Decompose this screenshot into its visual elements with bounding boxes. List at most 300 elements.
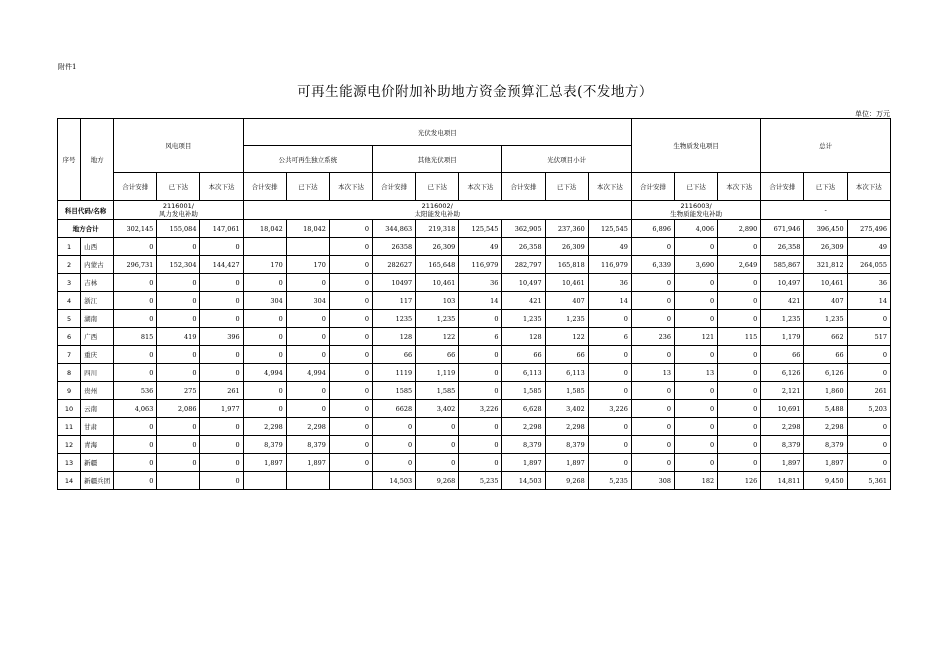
table-cell: 3,402 — [416, 400, 459, 418]
total-cell: 396,450 — [804, 220, 847, 238]
table-cell: 0 — [200, 310, 243, 328]
table-cell: 419 — [157, 328, 200, 346]
table-cell: 0 — [114, 274, 157, 292]
unit-label: 单位：万元 — [855, 110, 890, 118]
table-cell — [243, 472, 286, 490]
table-cell: 10,691 — [761, 400, 804, 418]
row-region: 青海 — [81, 436, 114, 454]
total-cell: 302,145 — [114, 220, 157, 238]
table-cell: 0 — [329, 274, 372, 292]
table-cell: 170 — [243, 256, 286, 274]
table-cell: 14 — [459, 292, 502, 310]
table-cell: 3,402 — [545, 400, 588, 418]
table-cell: 0 — [675, 454, 718, 472]
table-cell: 0 — [416, 454, 459, 472]
table-cell: 0 — [329, 346, 372, 364]
total-row — [58, 220, 891, 238]
row-region: 山西 — [81, 238, 114, 256]
page-title: 可再生能源电价附加补助地方资金预算汇总表(不发地方） — [297, 84, 653, 100]
table-cell: 3,226 — [588, 400, 631, 418]
table-cell: 182 — [675, 472, 718, 490]
table-cell: 6628 — [373, 400, 416, 418]
row-number: 14 — [58, 472, 81, 490]
table-cell: 117 — [373, 292, 416, 310]
table-cell: 0 — [373, 418, 416, 436]
row-region: 云南 — [81, 400, 114, 418]
subheader-plan: 合计安排 — [502, 173, 545, 201]
table-row — [58, 238, 891, 256]
table-cell: 1,235 — [502, 310, 545, 328]
row-number: 9 — [58, 382, 81, 400]
table-cell: 0 — [329, 436, 372, 454]
header-region: 地方 — [81, 119, 114, 201]
table-cell: 0 — [847, 346, 890, 364]
table-cell: 14 — [847, 292, 890, 310]
table-cell: 2,298 — [243, 418, 286, 436]
total-cell: 671,946 — [761, 220, 804, 238]
table-cell: 1,585 — [545, 382, 588, 400]
table-cell: 49 — [459, 238, 502, 256]
table-cell: 5,361 — [847, 472, 890, 490]
table-cell: 1,585 — [502, 382, 545, 400]
table-cell: 0 — [416, 418, 459, 436]
table-cell: 264,055 — [847, 256, 890, 274]
table-cell: 6,339 — [631, 256, 674, 274]
budget-table — [57, 118, 891, 490]
table-cell: 66 — [804, 346, 847, 364]
total-cell: 362,905 — [502, 220, 545, 238]
table-cell: 0 — [114, 364, 157, 382]
table-row — [58, 346, 891, 364]
table-cell: 0 — [718, 346, 761, 364]
table-cell: 0 — [114, 310, 157, 328]
table-cell: 0 — [157, 310, 200, 328]
table-cell: 0 — [631, 382, 674, 400]
table-cell: 0 — [416, 436, 459, 454]
row-number: 12 — [58, 436, 81, 454]
table-cell: 282627 — [373, 256, 416, 274]
table-cell: 0 — [847, 310, 890, 328]
table-cell: 0 — [718, 400, 761, 418]
table-cell: 0 — [114, 436, 157, 454]
table-cell: 0 — [200, 274, 243, 292]
table-cell: 0 — [459, 436, 502, 454]
table-row — [58, 454, 891, 472]
table-cell: 8,379 — [243, 436, 286, 454]
table-cell: 0 — [329, 292, 372, 310]
table-cell: 261 — [200, 382, 243, 400]
table-cell: 6,126 — [804, 364, 847, 382]
table-cell: 2,649 — [718, 256, 761, 274]
header-pv-other: 其他光伏项目 — [373, 146, 502, 173]
table-cell: 66 — [761, 346, 804, 364]
row-number: 10 — [58, 400, 81, 418]
table-cell: 0 — [329, 418, 372, 436]
table-cell: 0 — [114, 472, 157, 490]
table-cell: 13 — [675, 364, 718, 382]
table-cell: 26358 — [373, 238, 416, 256]
row-number: 11 — [58, 418, 81, 436]
table-cell: 103 — [416, 292, 459, 310]
table-cell: 36 — [847, 274, 890, 292]
subheader-issued: 已下达 — [286, 173, 329, 201]
table-cell: 5,235 — [588, 472, 631, 490]
table-cell: 0 — [114, 238, 157, 256]
table-cell: 10,497 — [502, 274, 545, 292]
table-cell: 0 — [631, 400, 674, 418]
table-cell: 8,379 — [502, 436, 545, 454]
table-cell: 0 — [631, 418, 674, 436]
table-cell: 1,235 — [804, 310, 847, 328]
table-cell: 9,268 — [416, 472, 459, 490]
table-cell: 815 — [114, 328, 157, 346]
table-cell: 3,226 — [459, 400, 502, 418]
row-region: 贵州 — [81, 382, 114, 400]
table-cell: 4,994 — [286, 364, 329, 382]
table-cell: 0 — [588, 310, 631, 328]
table-row — [58, 328, 891, 346]
total-cell: 147,061 — [200, 220, 243, 238]
table-cell: 0 — [459, 346, 502, 364]
table-cell: 0 — [286, 346, 329, 364]
table-cell: 0 — [114, 346, 157, 364]
table-cell: 0 — [718, 454, 761, 472]
row-number: 6 — [58, 328, 81, 346]
table-cell: 0 — [631, 454, 674, 472]
table-cell: 2,298 — [286, 418, 329, 436]
table-row — [58, 274, 891, 292]
total-row-label: 地方合计 — [58, 220, 114, 238]
table-cell: 14,811 — [761, 472, 804, 490]
table-cell: 8,379 — [545, 436, 588, 454]
table-cell: 5,203 — [847, 400, 890, 418]
table-cell: 2,086 — [157, 400, 200, 418]
table-cell: 407 — [545, 292, 588, 310]
total-cell: 125,545 — [588, 220, 631, 238]
row-number: 5 — [58, 310, 81, 328]
total-cell: 125,545 — [459, 220, 502, 238]
table-cell: 4,994 — [243, 364, 286, 382]
table-cell: 66 — [502, 346, 545, 364]
table-cell: 0 — [329, 238, 372, 256]
table-cell: 2,298 — [761, 418, 804, 436]
row-region: 四川 — [81, 364, 114, 382]
table-cell: 536 — [114, 382, 157, 400]
table-cell: 49 — [847, 238, 890, 256]
table-cell: 0 — [588, 382, 631, 400]
table-cell — [286, 472, 329, 490]
table-cell: 0 — [631, 292, 674, 310]
table-cell: 0 — [718, 238, 761, 256]
table-cell: 0 — [286, 400, 329, 418]
table-cell: 1,235 — [545, 310, 588, 328]
table-cell: 6 — [588, 328, 631, 346]
table-cell: 5,235 — [459, 472, 502, 490]
table-cell: 0 — [675, 238, 718, 256]
table-cell: 1,897 — [243, 454, 286, 472]
table-cell: 49 — [588, 238, 631, 256]
table-cell: 66 — [416, 346, 459, 364]
table-cell: 0 — [675, 310, 718, 328]
table-cell: 585,867 — [761, 256, 804, 274]
table-cell: 165,818 — [545, 256, 588, 274]
header-total: 总计 — [761, 119, 891, 173]
subheader-plan: 合计安排 — [761, 173, 804, 201]
table-row — [58, 472, 891, 490]
subheader-this: 本次下达 — [459, 173, 502, 201]
table-cell: 121 — [675, 328, 718, 346]
row-region: 吉林 — [81, 274, 114, 292]
table-row — [58, 436, 891, 454]
table-cell: 0 — [847, 436, 890, 454]
subheader-this: 本次下达 — [588, 173, 631, 201]
subheader-this: 本次下达 — [329, 173, 372, 201]
table-cell: 304 — [243, 292, 286, 310]
table-cell: 9,268 — [545, 472, 588, 490]
table-cell: 0 — [157, 292, 200, 310]
total-cell: 4,006 — [675, 220, 718, 238]
subheader-issued: 已下达 — [804, 173, 847, 201]
table-cell: 0 — [459, 382, 502, 400]
table-cell: 0 — [675, 418, 718, 436]
table-cell: 9,450 — [804, 472, 847, 490]
table-cell: 0 — [114, 292, 157, 310]
table-cell: 0 — [675, 292, 718, 310]
table-cell: 321,812 — [804, 256, 847, 274]
table-cell: 1,897 — [502, 454, 545, 472]
table-cell: 6,126 — [761, 364, 804, 382]
subheader-plan: 合计安排 — [243, 173, 286, 201]
row-number: 4 — [58, 292, 81, 310]
table-cell: 1235 — [373, 310, 416, 328]
total-cell: 344,863 — [373, 220, 416, 238]
table-cell: 26,309 — [545, 238, 588, 256]
table-cell: 0 — [588, 454, 631, 472]
table-cell: 0 — [200, 472, 243, 490]
table-row — [58, 418, 891, 436]
table-cell: 0 — [588, 346, 631, 364]
table-cell: 0 — [243, 346, 286, 364]
table-cell: 0 — [286, 310, 329, 328]
table-cell: 0 — [631, 346, 674, 364]
table-cell: 0 — [329, 310, 372, 328]
table-cell: 0 — [459, 418, 502, 436]
table-cell: 0 — [286, 382, 329, 400]
table-cell: 0 — [157, 454, 200, 472]
row-region: 新疆兵团 — [81, 472, 114, 490]
table-cell: 421 — [761, 292, 804, 310]
table-cell: 10,461 — [804, 274, 847, 292]
table-cell: 0 — [329, 382, 372, 400]
table-cell: 1,897 — [545, 454, 588, 472]
header-wind: 风电项目 — [114, 119, 243, 173]
header-pv-public: 公共可再生独立系统 — [243, 146, 372, 173]
table-cell: 0 — [847, 418, 890, 436]
table-cell: 0 — [114, 418, 157, 436]
table-cell: 0 — [588, 418, 631, 436]
table-cell: 3,690 — [675, 256, 718, 274]
table-cell: 0 — [718, 364, 761, 382]
table-cell: 304 — [286, 292, 329, 310]
table-cell: 0 — [286, 274, 329, 292]
table-row — [58, 382, 891, 400]
attachment-label: 附件1 — [58, 63, 77, 71]
table-cell: 0 — [718, 310, 761, 328]
table-cell: 2,298 — [804, 418, 847, 436]
row-number: 13 — [58, 454, 81, 472]
table-cell: 0 — [675, 400, 718, 418]
table-cell: 0 — [243, 400, 286, 418]
table-cell: 0 — [200, 292, 243, 310]
table-cell: 0 — [631, 274, 674, 292]
table-cell: 6,113 — [502, 364, 545, 382]
table-cell: 0 — [243, 382, 286, 400]
table-row — [58, 364, 891, 382]
table-cell: 0 — [588, 436, 631, 454]
table-cell: 1,897 — [761, 454, 804, 472]
table-cell: 116,979 — [459, 256, 502, 274]
table-cell: 0 — [329, 256, 372, 274]
subheader-plan: 合计安排 — [373, 173, 416, 201]
table-cell: 128 — [502, 328, 545, 346]
table-cell: 10,461 — [416, 274, 459, 292]
subheader-issued: 已下达 — [416, 173, 459, 201]
table-cell — [157, 472, 200, 490]
header-pv: 光伏发电项目 — [243, 119, 631, 146]
table-cell: 517 — [847, 328, 890, 346]
table-cell: 0 — [847, 454, 890, 472]
table-cell: 0 — [588, 364, 631, 382]
subheader-issued: 已下达 — [545, 173, 588, 201]
table-cell: 0 — [114, 454, 157, 472]
table-cell: 165,648 — [416, 256, 459, 274]
table-cell: 1,179 — [761, 328, 804, 346]
total-cell: 275,496 — [847, 220, 890, 238]
table-row — [58, 256, 891, 274]
table-cell: 0 — [157, 274, 200, 292]
table-cell: 4,063 — [114, 400, 157, 418]
table-cell: 0 — [243, 274, 286, 292]
table-cell: 2,298 — [545, 418, 588, 436]
table-cell: 0 — [329, 364, 372, 382]
table-cell — [243, 238, 286, 256]
table-row — [58, 292, 891, 310]
table-cell: 0 — [718, 436, 761, 454]
table-cell — [329, 472, 372, 490]
header-seq: 序号 — [58, 119, 81, 201]
table-cell: 0 — [157, 436, 200, 454]
table-cell: 0 — [329, 454, 372, 472]
subheader-this: 本次下达 — [718, 173, 761, 201]
table-cell: 0 — [675, 436, 718, 454]
table-cell: 0 — [200, 436, 243, 454]
total-cell: 6,896 — [631, 220, 674, 238]
table-cell: 0 — [459, 364, 502, 382]
table-cell: 10,461 — [545, 274, 588, 292]
table-cell: 6,628 — [502, 400, 545, 418]
total-cell: 237,360 — [545, 220, 588, 238]
table-cell — [286, 238, 329, 256]
wind-subject-code: 2116001/ 风力发电补助 — [114, 201, 243, 220]
table-cell: 26,309 — [416, 238, 459, 256]
table-cell: 0 — [157, 418, 200, 436]
table-cell: 662 — [804, 328, 847, 346]
table-cell: 0 — [200, 454, 243, 472]
total-cell: 0 — [329, 220, 372, 238]
pv-subject-code: 2116002/ 太阳能发电补助 — [243, 201, 631, 220]
table-cell: 14,503 — [373, 472, 416, 490]
subheader-issued: 已下达 — [675, 173, 718, 201]
table-cell: 308 — [631, 472, 674, 490]
row-number: 1 — [58, 238, 81, 256]
table-cell: 1119 — [373, 364, 416, 382]
table-cell: 26,309 — [804, 238, 847, 256]
table-cell: 0 — [373, 436, 416, 454]
table-cell: 1,860 — [804, 382, 847, 400]
table-cell: 1,235 — [416, 310, 459, 328]
table-cell: 122 — [416, 328, 459, 346]
table-cell: 236 — [631, 328, 674, 346]
table-row — [58, 400, 891, 418]
table-cell: 116,979 — [588, 256, 631, 274]
table-cell: 0 — [631, 310, 674, 328]
table-cell: 6 — [459, 328, 502, 346]
table-cell: 2,121 — [761, 382, 804, 400]
table-cell: 0 — [718, 382, 761, 400]
total-subject-dash: - — [761, 201, 891, 220]
table-cell: 0 — [631, 436, 674, 454]
table-cell: 1,585 — [416, 382, 459, 400]
table-cell: 122 — [545, 328, 588, 346]
total-cell: 219,318 — [416, 220, 459, 238]
row-number: 3 — [58, 274, 81, 292]
code-row-label: 科目代码/名称 — [58, 201, 114, 220]
row-region: 新疆 — [81, 454, 114, 472]
header-pv-subtotal: 光伏项目小计 — [502, 146, 631, 173]
table-cell: 0 — [718, 274, 761, 292]
row-region: 浙江 — [81, 292, 114, 310]
table-cell: 396 — [200, 328, 243, 346]
table-cell: 0 — [200, 346, 243, 364]
table-cell: 66 — [373, 346, 416, 364]
table-cell: 144,427 — [200, 256, 243, 274]
table-cell: 1,119 — [416, 364, 459, 382]
table-cell: 0 — [243, 328, 286, 346]
total-cell: 155,084 — [157, 220, 200, 238]
table-cell: 8,379 — [286, 436, 329, 454]
row-region: 重庆 — [81, 346, 114, 364]
table-cell: 0 — [459, 310, 502, 328]
row-number: 8 — [58, 364, 81, 382]
table-cell: 275 — [157, 382, 200, 400]
table-cell: 0 — [243, 310, 286, 328]
table-cell: 0 — [459, 454, 502, 472]
table-cell: 0 — [200, 364, 243, 382]
table-cell: 0 — [329, 328, 372, 346]
table-cell: 0 — [329, 400, 372, 418]
table-cell: 2,298 — [502, 418, 545, 436]
table-cell: 0 — [718, 292, 761, 310]
table-cell: 5,488 — [804, 400, 847, 418]
row-region: 湖南 — [81, 310, 114, 328]
table-cell: 36 — [459, 274, 502, 292]
header-bio: 生物质发电项目 — [631, 119, 760, 173]
row-number: 7 — [58, 346, 81, 364]
table-cell: 296,731 — [114, 256, 157, 274]
subheader-plan: 合计安排 — [114, 173, 157, 201]
table-cell: 26,358 — [761, 238, 804, 256]
table-cell: 14 — [588, 292, 631, 310]
